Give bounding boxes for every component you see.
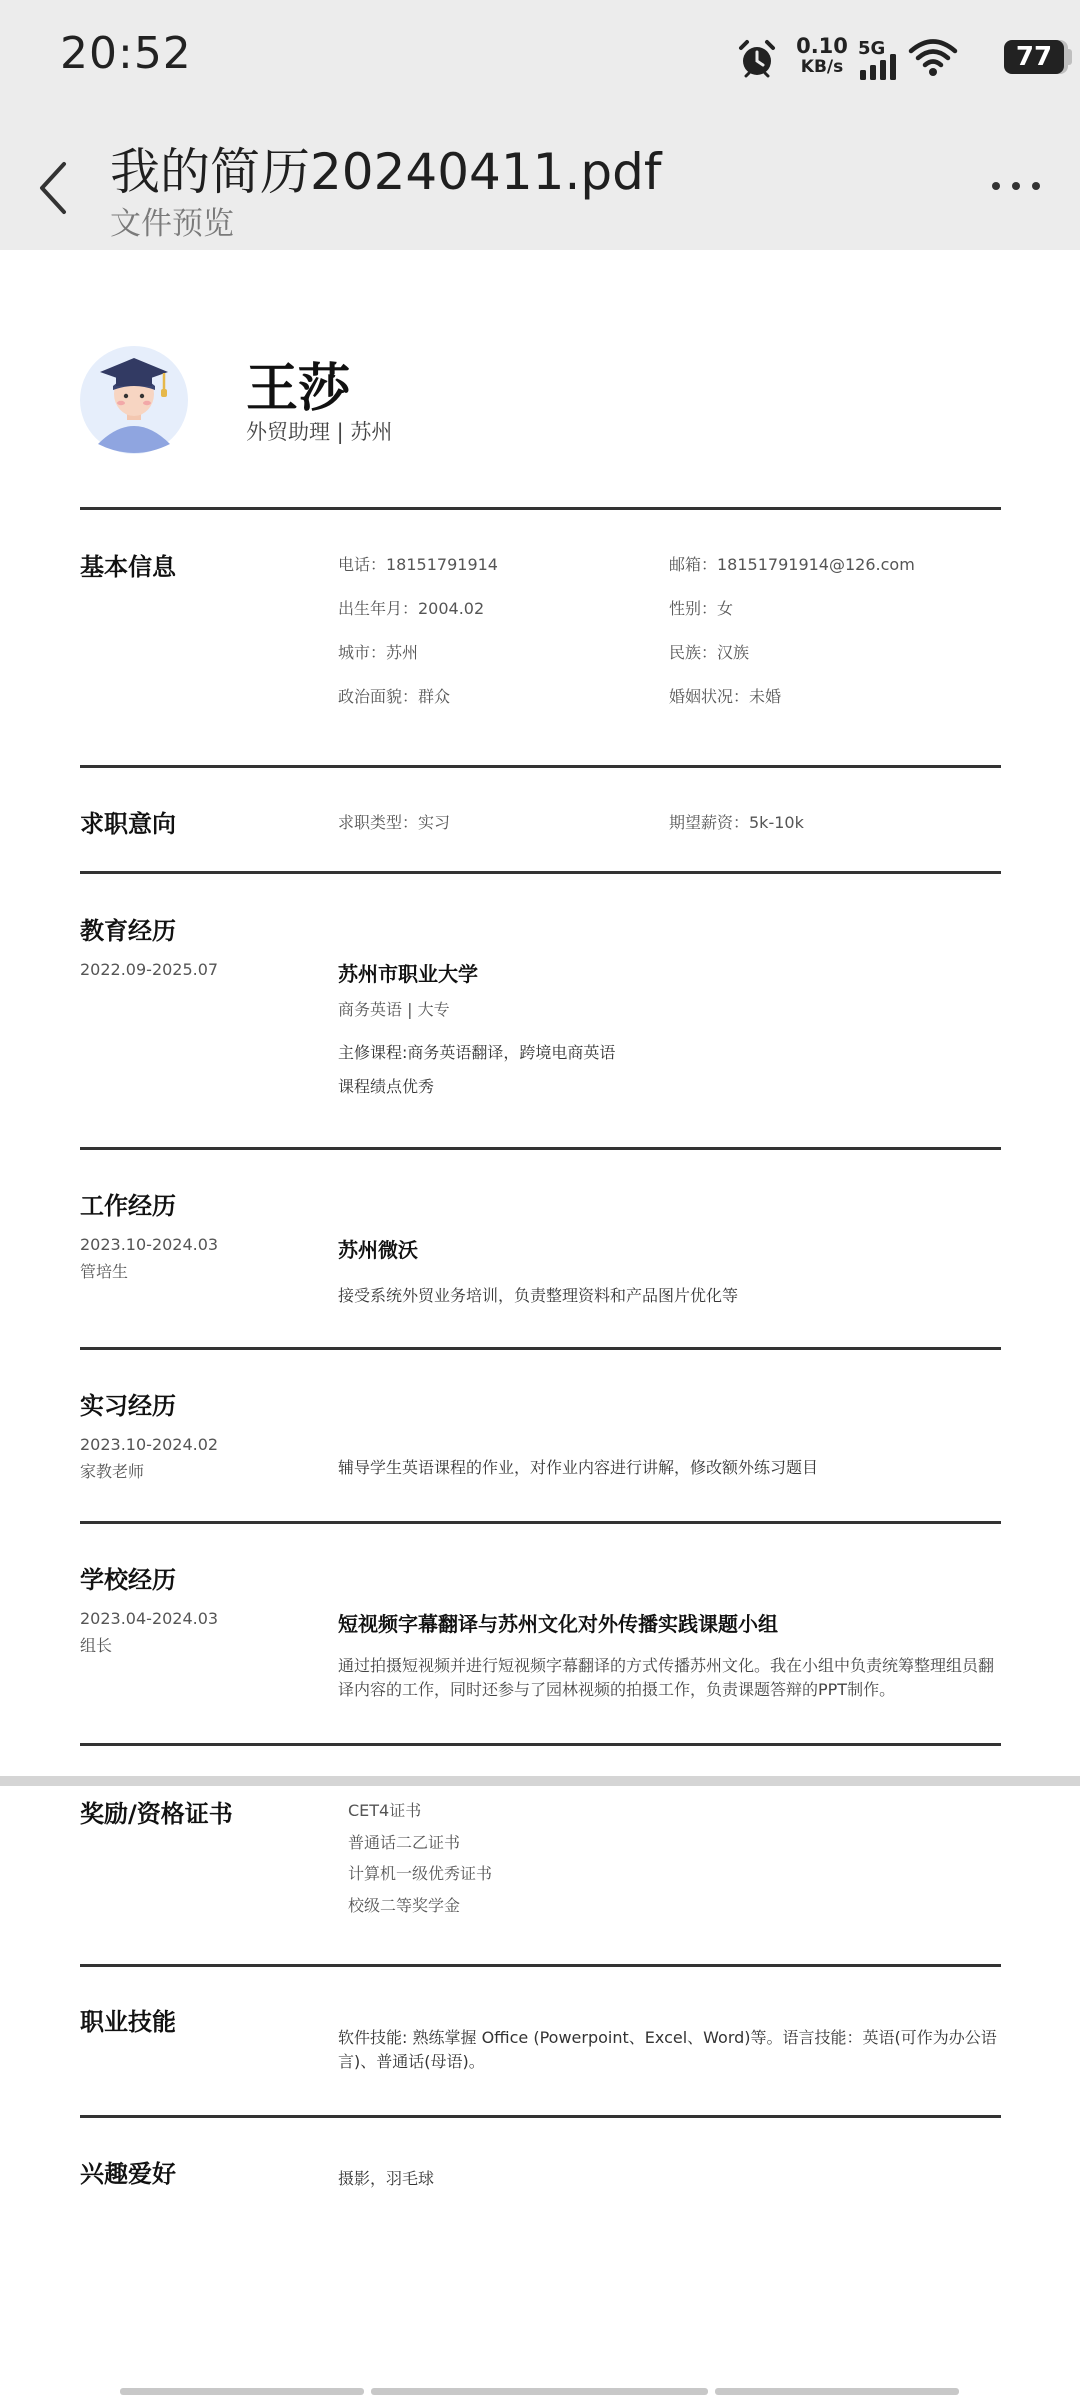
divider xyxy=(80,1347,1001,1350)
basic-marital: 婚姻状况：未婚 xyxy=(669,687,782,706)
status-time: 20:52 xyxy=(60,28,192,79)
scrollbar-segment[interactable] xyxy=(371,2388,708,2395)
award-item: 计算机一级优秀证书 xyxy=(348,1864,493,1883)
section-work-title: 工作经历 xyxy=(80,1192,176,1220)
divider xyxy=(80,765,1001,768)
divider xyxy=(80,507,1001,510)
education-school: 苏州市职业大学 xyxy=(338,962,478,986)
school-project: 短视频字幕翻译与苏州文化对外传播实践课题小组 xyxy=(338,1612,778,1636)
education-courses: 主修课程:商务英语翻译，跨境电商英语 xyxy=(338,1043,616,1062)
net-speed-value: 0.10 xyxy=(796,34,848,58)
network-type: 5G xyxy=(858,38,886,59)
alarm-icon xyxy=(736,38,778,80)
work-date: 2023.10-2024.03 xyxy=(80,1235,219,1254)
page-separator xyxy=(0,1776,1080,1786)
divider xyxy=(80,1964,1001,1967)
divider xyxy=(80,871,1001,874)
pdf-page-1 xyxy=(0,250,1080,1776)
section-internship-title: 实习经历 xyxy=(80,1392,176,1420)
more-options-button[interactable] xyxy=(988,176,1044,196)
basic-gender: 性别：女 xyxy=(669,599,734,618)
award-item: 普通话二乙证书 xyxy=(348,1833,461,1852)
award-item: 校级二等奖学金 xyxy=(348,1896,461,1915)
work-desc: 接受系统外贸业务培训，负责整理资料和产品图片优化等 xyxy=(338,1286,739,1305)
section-hobbies-title: 兴趣爱好 xyxy=(80,2160,176,2188)
resume-headline: 外贸助理 | 苏州 xyxy=(246,420,393,444)
basic-email: 邮箱：18151791914@126.com xyxy=(669,555,915,574)
battery-icon: 77 xyxy=(1004,40,1064,74)
signal-icon xyxy=(858,54,900,80)
app-header xyxy=(0,118,1080,250)
work-role: 管培生 xyxy=(80,1262,129,1281)
internship-role: 家教老师 xyxy=(80,1462,145,1481)
section-basic-info-title: 基本信息 xyxy=(80,553,176,581)
status-bar xyxy=(0,0,1080,118)
skills-desc: 软件技能: 熟练掌握 Office (Powerpoint、Excel、Word)等。语言技能：英语(可作为办公语言)、普通话(母语)。 xyxy=(338,2028,997,2071)
divider xyxy=(80,1743,1001,1746)
work-company: 苏州微沃 xyxy=(338,1238,418,1262)
basic-political: 政治面貌：群众 xyxy=(338,687,451,706)
scrollbar-segment[interactable] xyxy=(120,2388,364,2395)
section-job-intent-title: 求职意向 xyxy=(80,810,176,838)
section-education-title: 教育经历 xyxy=(80,917,176,945)
education-date: 2022.09-2025.07 xyxy=(80,960,219,979)
internship-date: 2023.10-2024.02 xyxy=(80,1435,219,1454)
school-desc: 通过拍摄短视频并进行短视频字幕翻译的方式传播苏州文化。我在小组中负责统筹整理组员翻译内容的工作，同时还参与了园林视频的拍摄工作，负责课题答辩的PPT制作。 xyxy=(338,1656,995,1699)
basic-phone: 电话：18151791914 xyxy=(338,555,498,574)
divider xyxy=(80,2115,1001,2118)
intent-type: 求职类型：实习 xyxy=(338,813,451,832)
basic-birth: 出生年月：2004.02 xyxy=(338,599,485,618)
wifi-icon xyxy=(908,38,958,78)
section-skills-title: 职业技能 xyxy=(80,2008,176,2036)
school-role: 组长 xyxy=(80,1636,113,1655)
section-school-title: 学校经历 xyxy=(80,1566,176,1594)
status-icons xyxy=(730,32,1053,82)
internship-desc: 辅导学生英语课程的作业，对作业内容进行讲解，修改额外练习题目 xyxy=(338,1458,819,1477)
divider xyxy=(80,1147,1001,1150)
avatar xyxy=(80,346,188,454)
school-date: 2023.04-2024.03 xyxy=(80,1609,219,1628)
hobbies-desc: 摄影，羽毛球 xyxy=(338,2169,435,2188)
basic-city: 城市：苏州 xyxy=(338,643,419,662)
battery-cap xyxy=(1068,49,1072,65)
section-awards-title: 奖励/资格证书 xyxy=(80,1800,233,1828)
document-subtitle: 文件预览 xyxy=(110,206,234,242)
more-dot-icon xyxy=(1012,182,1020,190)
divider xyxy=(80,1521,1001,1524)
more-dot-icon xyxy=(992,182,1000,190)
back-icon[interactable] xyxy=(28,158,78,218)
pdf-page-2 xyxy=(0,1786,1080,2400)
document-title: 我的简历20240411.pdf xyxy=(110,143,662,201)
more-dot-icon xyxy=(1032,182,1040,190)
basic-ethnicity: 民族：汉族 xyxy=(669,643,750,662)
award-item: CET4证书 xyxy=(348,1801,422,1820)
intent-salary: 期望薪资：5k-10k xyxy=(669,813,804,832)
resume-name: 王莎 xyxy=(246,359,351,419)
education-major: 商务英语 | 大专 xyxy=(338,1000,450,1019)
net-speed-unit: KB/s xyxy=(800,57,844,77)
scrollbar-segment[interactable] xyxy=(715,2388,959,2395)
net-speed xyxy=(794,36,850,78)
education-gpa: 课程绩点优秀 xyxy=(338,1077,435,1096)
